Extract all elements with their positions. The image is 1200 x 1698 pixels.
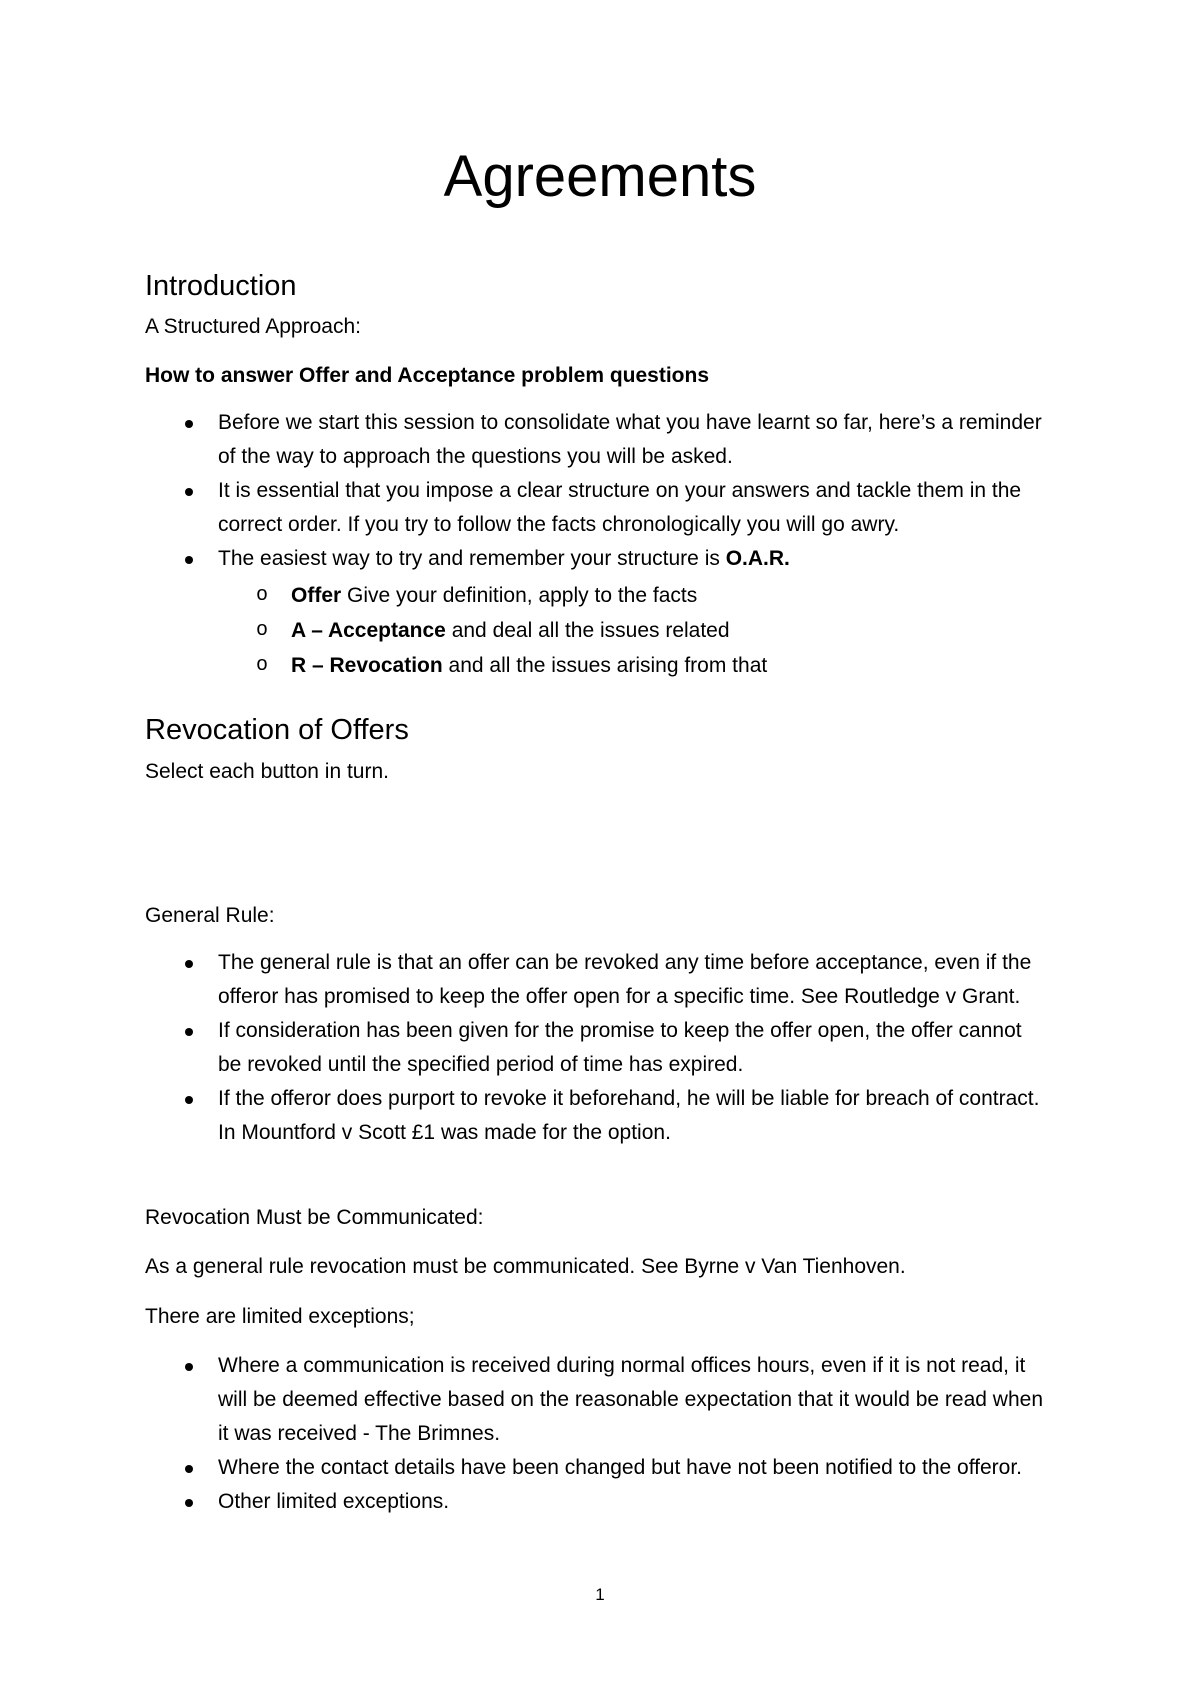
- list-item: o Offer Give your definition, apply to the facts: [145, 578, 767, 613]
- communicated-label: Revocation Must be Communicated:: [145, 1206, 484, 1229]
- oar-sub-list: [145, 578, 767, 683]
- bullet-icon: [185, 1465, 193, 1473]
- page-number: 1: [595, 1585, 605, 1604]
- bullet-icon: [185, 1363, 193, 1371]
- subheading-structured-approach: A Structured Approach:: [145, 315, 361, 338]
- list-item: Where a communication is received during normal offices hours, even if it is not read, it will be deemed effective based on the reasonable expectation that it would be read when it was received - The Brimnes.: [145, 1349, 1045, 1451]
- list-item: The general rule is that an offer can be revoked any time before acceptance, even if the offeror has promised to keep the offer open for a specific time. See Routledge v Grant.: [145, 946, 1045, 1014]
- list-item: o R – Revocation and all the issues arising from that: [145, 648, 767, 683]
- bullet-icon: [185, 420, 193, 428]
- bullet-icon: [185, 960, 193, 968]
- bullet-icon: [185, 1028, 193, 1036]
- sub-bullet-icon: o: [256, 654, 269, 677]
- heading-revocation-of-offers: Revocation of Offers: [145, 714, 409, 746]
- list-item: Other limited exceptions.: [145, 1485, 1045, 1519]
- list-item: o A – Acceptance and deal all the issues related: [145, 613, 767, 648]
- intro-bullet-list: [145, 406, 1045, 576]
- bullet-icon: [185, 1499, 193, 1507]
- bold-instruction-line: How to answer Offer and Acceptance problem questions: [145, 364, 709, 387]
- bullet-icon: [185, 1096, 193, 1104]
- general-rule-bullet-list: [145, 946, 1045, 1150]
- heading-introduction: Introduction: [145, 270, 297, 302]
- exceptions-bullet-list: [145, 1349, 1045, 1519]
- list-item: The easiest way to try and remember your structure is O.A.R.: [145, 542, 1045, 576]
- bullet-icon: [185, 488, 193, 496]
- list-item: Where the contact details have been changed but have not been notified to the offeror.: [145, 1451, 1045, 1485]
- list-item: If consideration has been given for the promise to keep the offer open, the offer cannot be revoked until the specified period of time has expired.: [145, 1014, 1045, 1082]
- list-item: Before we start this session to consolidate what you have learnt so far, here’s a reminder of the way to approach the questions you will be asked.: [145, 406, 1045, 474]
- bullet-icon: [185, 556, 193, 564]
- communicated-text: As a general rule revocation must be communicated. See Byrne v Van Tienhoven.: [145, 1255, 906, 1278]
- list-item: If the offeror does purport to revoke it beforehand, he will be liable for breach of contract. In Mountford v Scott £1 was made for the option.: [145, 1082, 1045, 1150]
- exceptions-label: There are limited exceptions;: [145, 1305, 415, 1328]
- document-title: Agreements: [443, 144, 757, 209]
- general-rule-label: General Rule:: [145, 904, 275, 927]
- revocation-instruction: Select each button in turn.: [145, 760, 389, 783]
- list-item: It is essential that you impose a clear structure on your answers and tackle them in the correct order. If you try to follow the facts chronologically you will go awry.: [145, 474, 1045, 542]
- sub-bullet-icon: o: [256, 584, 269, 607]
- sub-bullet-icon: o: [256, 619, 269, 642]
